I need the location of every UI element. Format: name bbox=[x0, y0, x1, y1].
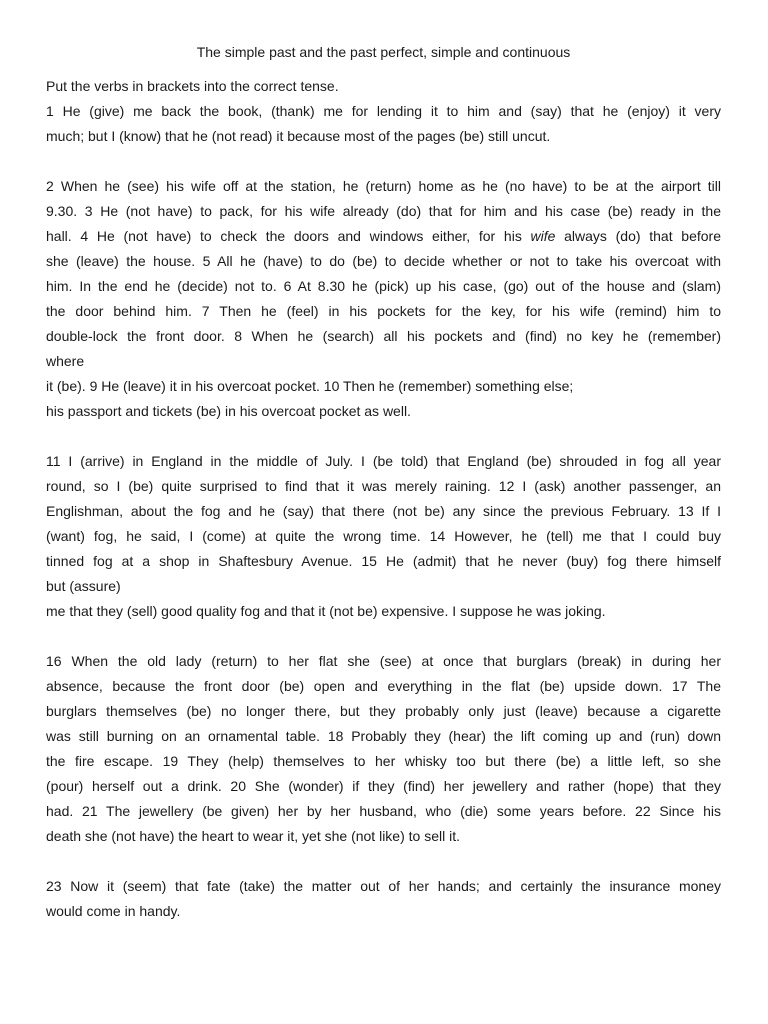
paragraph-line: the fire escape. 19 They (help) themselves to her whisky too but there (be) a little left, so she bbox=[46, 753, 721, 769]
paragraph-line: round, so I (be) quite surprised to find that it was merely raining. 12 I (ask) another passenger, an bbox=[46, 478, 721, 494]
paragraph-line: would come in handy. bbox=[46, 903, 181, 919]
italic-word: wife bbox=[530, 228, 556, 244]
paragraph-line: burglars themselves (be) no longer there, but they probably only just (leave) because a cigarette bbox=[46, 703, 721, 719]
paragraph-line: 1 He (give) me back the book, (thank) me for lending it to him and (say) that he (enjoy) it very bbox=[46, 103, 721, 119]
instruction-text: Put the verbs in brackets into the correct tense. bbox=[46, 78, 339, 94]
paragraph-line: the door behind him. 7 Then he (feel) in his pockets for the key, for his wife (remind) him to bbox=[46, 303, 721, 319]
paragraph-line: 23 Now it (seem) that fate (take) the matter out of her hands; and certainly the insurance money bbox=[46, 878, 721, 894]
exercise-paragraph-5 bbox=[46, 874, 721, 924]
paragraph-line-part: always (do) that before bbox=[555, 228, 721, 244]
paragraph-line: much; but I (know) that he (not read) it because most of the pages (be) still uncut. bbox=[46, 128, 551, 144]
exercise-paragraph-2 bbox=[46, 174, 721, 424]
paragraph-line: him. In the end he (decide) not to. 6 At 8.30 he (pick) up his case, (go) out of the house and (slam) bbox=[46, 278, 721, 294]
paragraph-line: (want) fog, he said, I (come) at quite the wrong time. 14 However, he (tell) me that I could buy bbox=[46, 528, 721, 544]
paragraph-line: absence, because the front door (be) open and everything in the flat (be) upside down. 17 The bbox=[46, 678, 721, 694]
paragraph-line: but (assure) bbox=[46, 578, 121, 594]
paragraph-line: 2 When he (see) his wife off at the station, he (return) home as he (no have) to be at the airport till bbox=[46, 178, 721, 194]
paragraph-line: 11 I (arrive) in England in the middle of July. I (be told) that England (be) shrouded in fog all year bbox=[46, 453, 721, 469]
exercise-paragraph-4 bbox=[46, 649, 721, 849]
paragraph-line: death she (not have) the heart to wear it, yet she (not like) to sell it. bbox=[46, 828, 460, 844]
paragraph-line: his passport and tickets (be) in his overcoat pocket as well. bbox=[46, 403, 411, 419]
paragraph-line: me that they (sell) good quality fog and that it (not be) expensive. I suppose he was joking. bbox=[46, 603, 606, 619]
paragraph-line: she (leave) the house. 5 All he (have) to do (be) to decide whether or not to take his overcoat with bbox=[46, 253, 721, 269]
paragraph-line: tinned fog at a shop in Shaftesbury Avenue. 15 He (admit) that he never (buy) fog there himself bbox=[46, 553, 721, 569]
paragraph-line: was still burning on an ornamental table. 18 Probably they (hear) the lift coming up and (run) down bbox=[46, 728, 721, 744]
paragraph-line: (pour) herself out a drink. 20 She (wonder) if they (find) her jewellery and rather (hope) that they bbox=[46, 778, 721, 794]
paragraph-line bbox=[46, 224, 721, 249]
paragraph-line-part: hall. 4 He (not have) to check the doors and windows either, for his bbox=[46, 228, 531, 244]
paragraph-line: Englishman, about the fog and he (say) that there (not be) any since the previous February. 13 If I bbox=[46, 503, 721, 519]
paragraph-line: had. 21 The jewellery (be given) her by her husband, who (die) some years before. 22 Since his bbox=[46, 803, 721, 819]
paragraph-line: 16 When the old lady (return) to her flat she (see) at once that burglars (break) in during her bbox=[46, 653, 721, 669]
paragraph-line: where bbox=[46, 353, 85, 369]
exercise-paragraph-1 bbox=[46, 99, 721, 149]
paragraph-line: double-lock the front door. 8 When he (search) all his pockets and (find) no key he (remember) bbox=[46, 328, 721, 344]
document-title: The simple past and the past perfect, simple and continuous bbox=[196, 44, 571, 60]
paragraph-line: it (be). 9 He (leave) it in his overcoat pocket. 10 Then he (remember) something else; bbox=[46, 378, 574, 394]
paragraph-line: 9.30. 3 He (not have) to pack, for his wife already (do) that for him and his case (be) ready in the bbox=[46, 203, 721, 219]
exercise-paragraph-3 bbox=[46, 449, 721, 624]
